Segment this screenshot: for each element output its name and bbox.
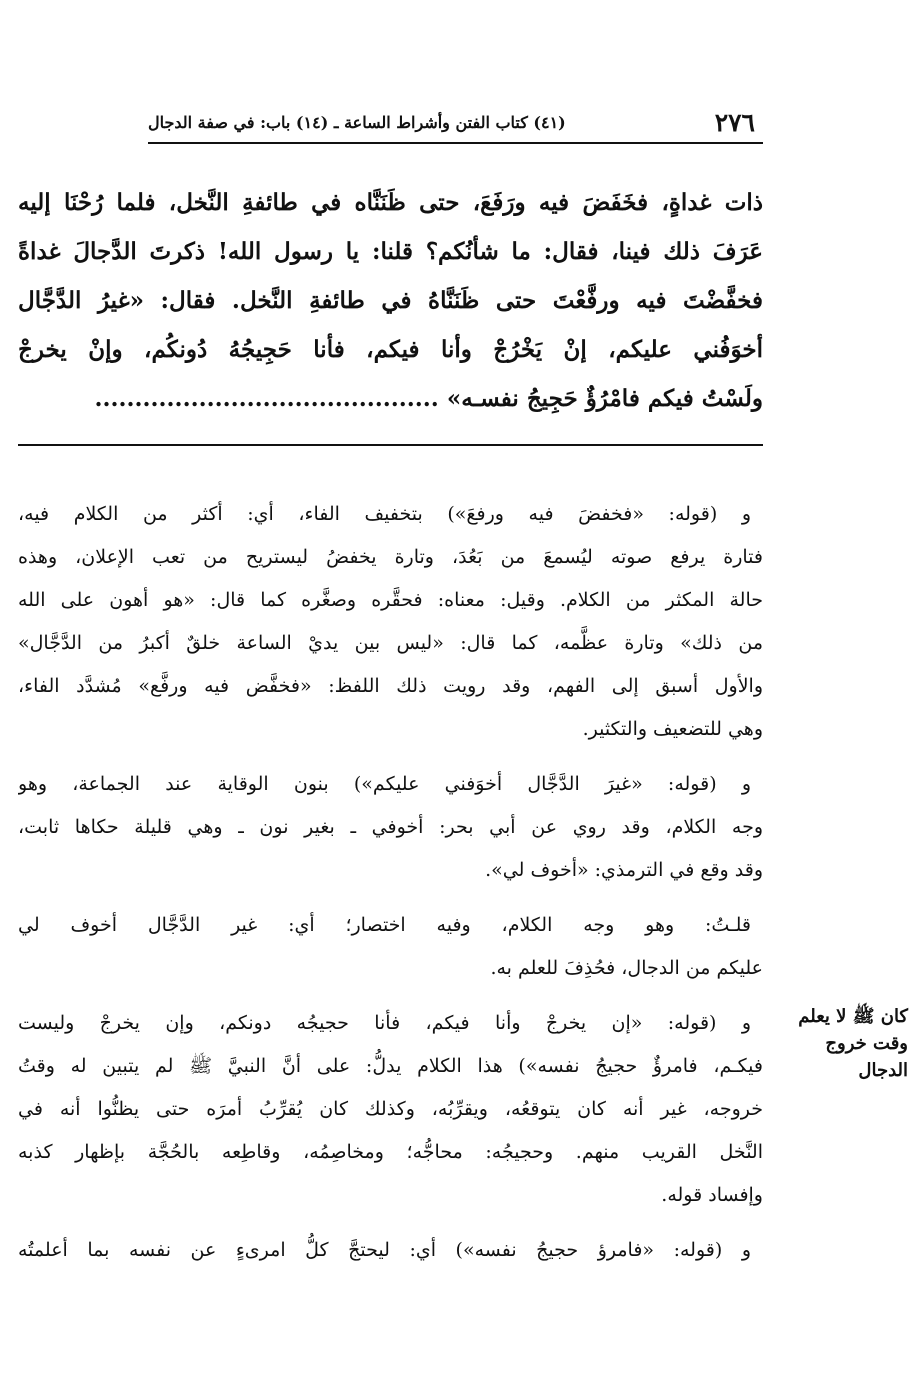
hadith-line: أخوَفُني عليكم، إنْ يَخْرُجْ وأنا فيكم، فأنا حَجِيجُهُ دُونكُم، وإنْ يخرجْ	[18, 336, 763, 363]
commentary-line: قلـتُ: وهو وجه الكلام، وفيه اختصار؛ أي: غير الدَّجَّال أخوف لي	[18, 914, 751, 936]
commentary-line: حالة المكثر من الكلام. وقيل: معناه: فحقَّره وصغَّره كما قال: «هو أهون على الله	[18, 589, 763, 611]
hadith-line: ولَسْتُ فيكم فامْرُؤٌ حَجِيجُ نفسـه»	[446, 385, 763, 412]
running-title: (٤١) كتاب الفتن وأشراط الساعة ـ (١٤) باب: في صفة الدجال	[148, 113, 566, 132]
commentary-paragraph	[18, 493, 763, 751]
margin-note-line: كان ﷺ لا يعلم	[798, 1006, 908, 1027]
commentary-line: النَّخل القريب منهم. وحجيجُه: محاجُّه؛ ومخاصِمُه، وقاطِعه بالحُجَّة بإظهار كذبه	[18, 1141, 763, 1163]
commentary-line: وإفساد قوله.	[661, 1184, 763, 1206]
commentary-line: وهي للتضعيف والتكثير.	[582, 718, 763, 740]
page-header	[148, 108, 763, 144]
commentary-line: و (قوله: «فامرؤ حجيجُ نفسه») أي: ليحتجَّ كلُّ امرىءٍ عن نفسه بما أعلمتُه	[18, 1239, 751, 1261]
commentary-line: وقد وقع في الترمذي: «أخوف لي».	[485, 859, 763, 881]
hadith-line: فخفَّضْتَ فيه ورفَّعْتَ حتى ظَنَنَّاهُ في طائفةِ النَّخل. فقال: «غيرُ الدَّجَّال	[18, 287, 763, 314]
hadith-dots: ...........................................	[94, 385, 439, 412]
hadith-line: ذات غداةٍ، فخَفَضَ فيه ورَفَعَ، حتى ظَنَنَّاه في طائفةِ النَّخل، فلما رُحْنَا إليه	[18, 189, 763, 216]
margin-note-line: الدجال	[858, 1060, 908, 1081]
commentary-line: فيكـم، فامرؤٌ حجيجُ نفسه») هذا الكلام يدلُّ: على أنَّ النبيَّ ﷺ لم يتبين له وقتُ	[18, 1055, 763, 1077]
commentary-paragraph	[18, 904, 763, 990]
commentary-line: و (قوله: «فخفضَ فيه ورفعَ») بتخفيف الفاء، أي: أكثر من الكلام فيه،	[18, 503, 751, 525]
footnote-divider	[18, 444, 763, 446]
commentary-line: فتارة يرفع صوته ليُسمعَ من بَعُدَ، وتارة يخفضُ ليستريح من تعب الإعلان، وهذه	[18, 546, 763, 568]
commentary-line: و (قوله: «إن يخرجْ وأنا فيكم، فأنا حجيجُه دونكم، وإن يخرجْ وليست	[18, 1012, 751, 1034]
commentary-line: من ذلك» وتارة عظَّمه، كما قال: «ليس بين يديْ الساعة خلقٌ أكبرُ من الدَّجَّال»	[18, 632, 763, 654]
commentary-paragraph	[18, 1229, 763, 1272]
hadith-line: عَرَفَ ذلك فينا، فقال: ما شأنُكم؟ قلنا: يا رسول الله! ذكرتَ الدَّجالَ غداةً	[18, 238, 763, 265]
commentary-paragraph	[18, 763, 763, 892]
margin-note	[772, 1003, 908, 1084]
commentary-line: خروجه، غير أنه كان يتوقعُه، ويقرِّبُه، وكذلك كان يُقرِّبُ أمرَه حتى يظنُّوا أنه في	[18, 1098, 763, 1120]
commentary-line: و (قوله: «غيرَ الدَّجَّال أخوَفني عليكم») بنون الوقاية عند الجماعة، وهو	[18, 773, 751, 795]
commentary-line: عليكم من الدجال، فحُذِفَ للعلم به.	[490, 957, 763, 979]
page-number: ٢٧٦	[714, 108, 755, 137]
commentary-line: وجه الكلام، وقد روي عن أبي بحر: أخوفي ـ بغير نون ـ وهي قليلة حكاها ثابت،	[18, 816, 763, 838]
hadith-line-last	[18, 374, 763, 423]
commentary-line: والأول أسبق إلى الفهم، وقد رويت ذلك اللفظ: «فخفَّض فيه ورفَّع» مُشدَّد الفاء،	[18, 675, 763, 697]
margin-note-line: وقت خروج	[825, 1033, 908, 1054]
commentary-paragraph	[18, 1002, 763, 1217]
commentary	[18, 493, 763, 1284]
hadith-text	[18, 178, 763, 423]
